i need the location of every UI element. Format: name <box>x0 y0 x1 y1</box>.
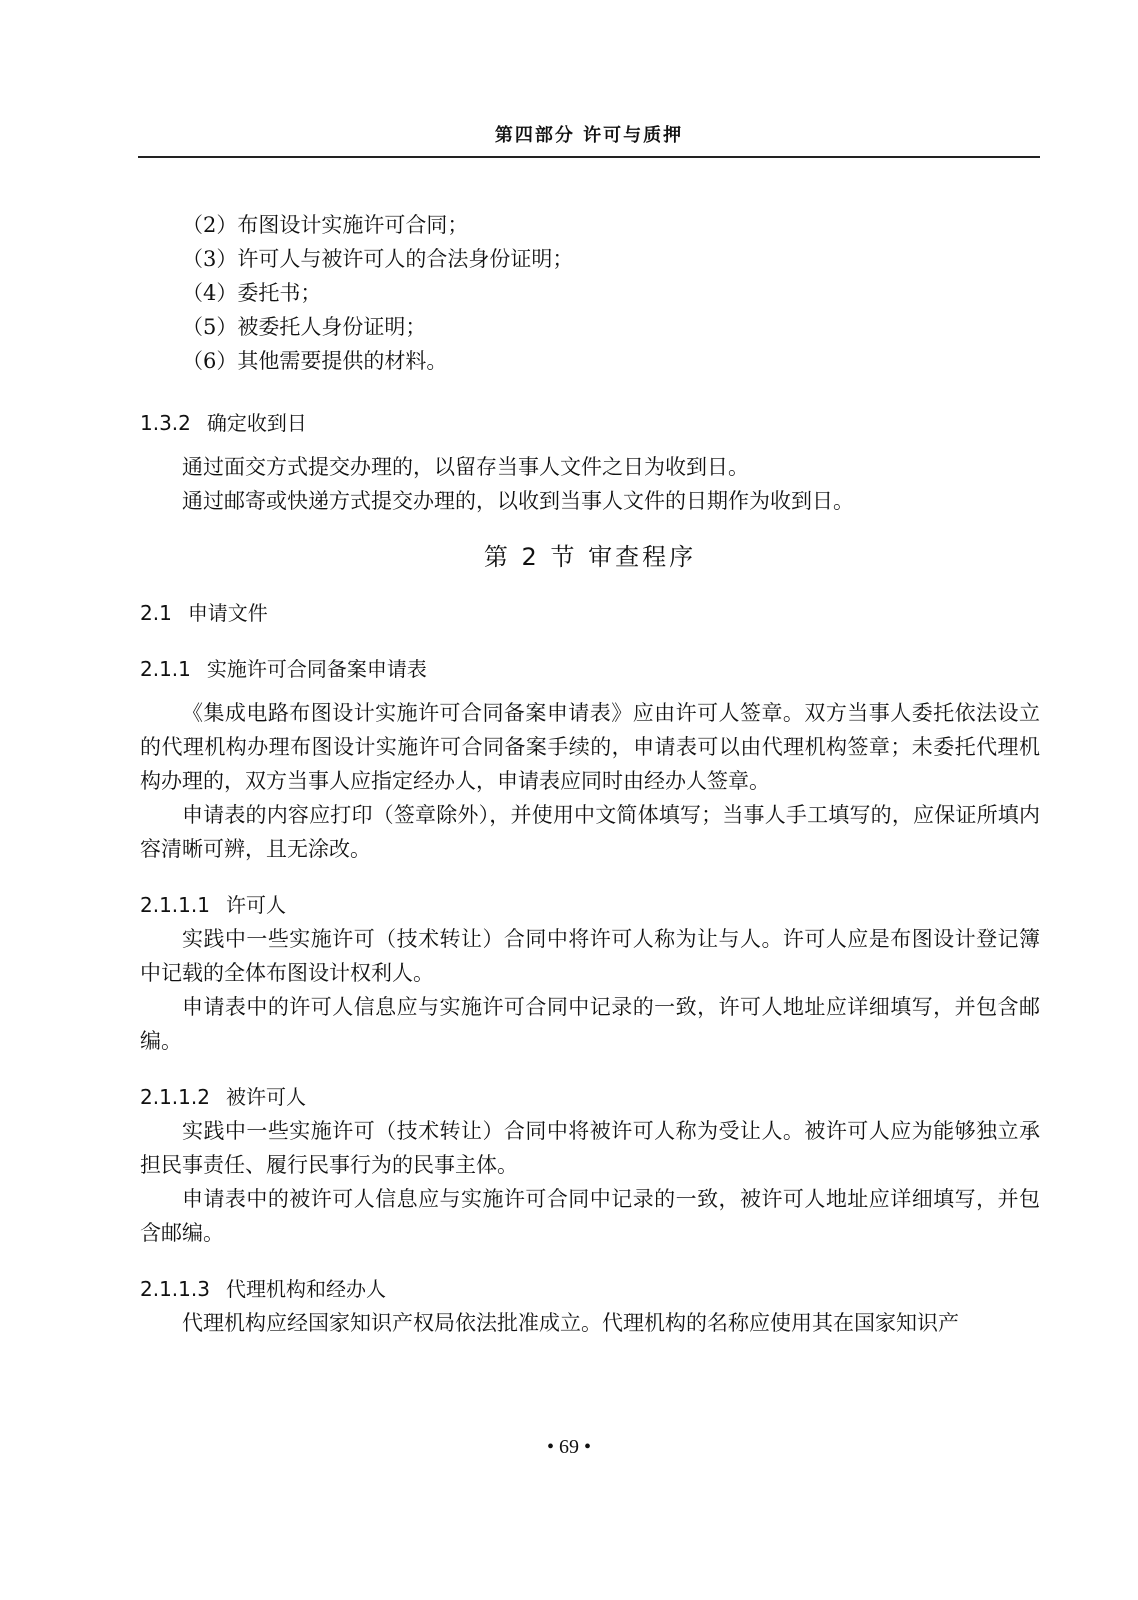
paragraph: 实践中一些实施许可（技术转让）合同中将许可人称为让与人。许可人应是布图设计登记簿中记载的全体布图设计权利人。 <box>140 927 1040 985</box>
heading-2-1-1-3 <box>140 1272 1040 1306</box>
paragraph: 《集成电路布图设计实施许可合同备案申请表》应由许可人签章。双方当事人委托依法设立的代理机构办理布图设计实施许可合同备案手续的，申请表可以由代理机构签章；未委托代理机构办理的，双方当事人应指定经办人，申请表应同时由经办人签章。 <box>140 701 1040 793</box>
heading-number: 2.1 <box>140 601 172 625</box>
list-item: （6）其他需要提供的材料。 <box>182 349 448 373</box>
heading-title: 确定收到日 <box>206 411 307 435</box>
paragraph: 申请表中的被许可人信息应与实施许可合同中记录的一致，被许可人地址应详细填写，并包含邮编。 <box>140 1187 1040 1245</box>
heading-1-3-2 <box>140 406 1040 440</box>
paragraph: 通过邮寄或快递方式提交办理的，以收到当事人文件的日期作为收到日。 <box>182 489 854 513</box>
list-item: （3）许可人与被许可人的合法身份证明； <box>182 247 574 271</box>
heading-title: 实施许可合同备案申请表 <box>206 657 427 681</box>
heading-2-1-1-1 <box>140 888 1040 922</box>
paragraph: 代理机构应经国家知识产权局依法批准成立。代理机构的名称应使用其在国家知识产 <box>182 1311 959 1335</box>
heading-number: 2.1.1.1 <box>140 893 210 917</box>
material-list <box>140 208 1040 378</box>
page-number: • 69 • <box>546 1436 591 1458</box>
heading-number: 2.1.1.3 <box>140 1277 210 1301</box>
list-item: （4）委托书； <box>182 281 322 305</box>
list-item: （2）布图设计实施许可合同； <box>182 213 469 237</box>
list-item: （5）被委托人身份证明； <box>182 315 427 339</box>
heading-2-1-1 <box>140 652 1040 686</box>
heading-title: 许可人 <box>225 893 286 917</box>
paragraph: 申请表的内容应打印（签章除外），并使用中文简体填写；当事人手工填写的，应保证所填内容清晰可辨，且无涂改。 <box>140 803 1040 861</box>
heading-title: 被许可人 <box>225 1085 306 1109</box>
heading-2-1-1-2 <box>140 1080 1040 1114</box>
running-header: 第四部分 许可与质押 <box>138 122 1040 158</box>
section-title: 第 2 节 审查程序 <box>483 543 697 571</box>
paragraph: 通过面交方式提交办理的，以留存当事人文件之日为收到日。 <box>182 455 749 479</box>
heading-title: 代理机构和经办人 <box>225 1277 386 1301</box>
heading-title: 申请文件 <box>187 601 268 625</box>
paragraph: 实践中一些实施许可（技术转让）合同中将被许可人称为受让人。被许可人应为能够独立承担民事责任、履行民事行为的民事主体。 <box>140 1119 1040 1177</box>
heading-2-1 <box>140 596 1040 630</box>
paragraph: 申请表中的许可人信息应与实施许可合同中记录的一致，许可人地址应详细填写，并包含邮编。 <box>140 995 1040 1053</box>
heading-number: 2.1.1.2 <box>140 1085 210 1109</box>
heading-number: 1.3.2 <box>140 411 191 435</box>
page-body <box>140 208 1040 1340</box>
heading-number: 2.1.1 <box>140 657 191 681</box>
